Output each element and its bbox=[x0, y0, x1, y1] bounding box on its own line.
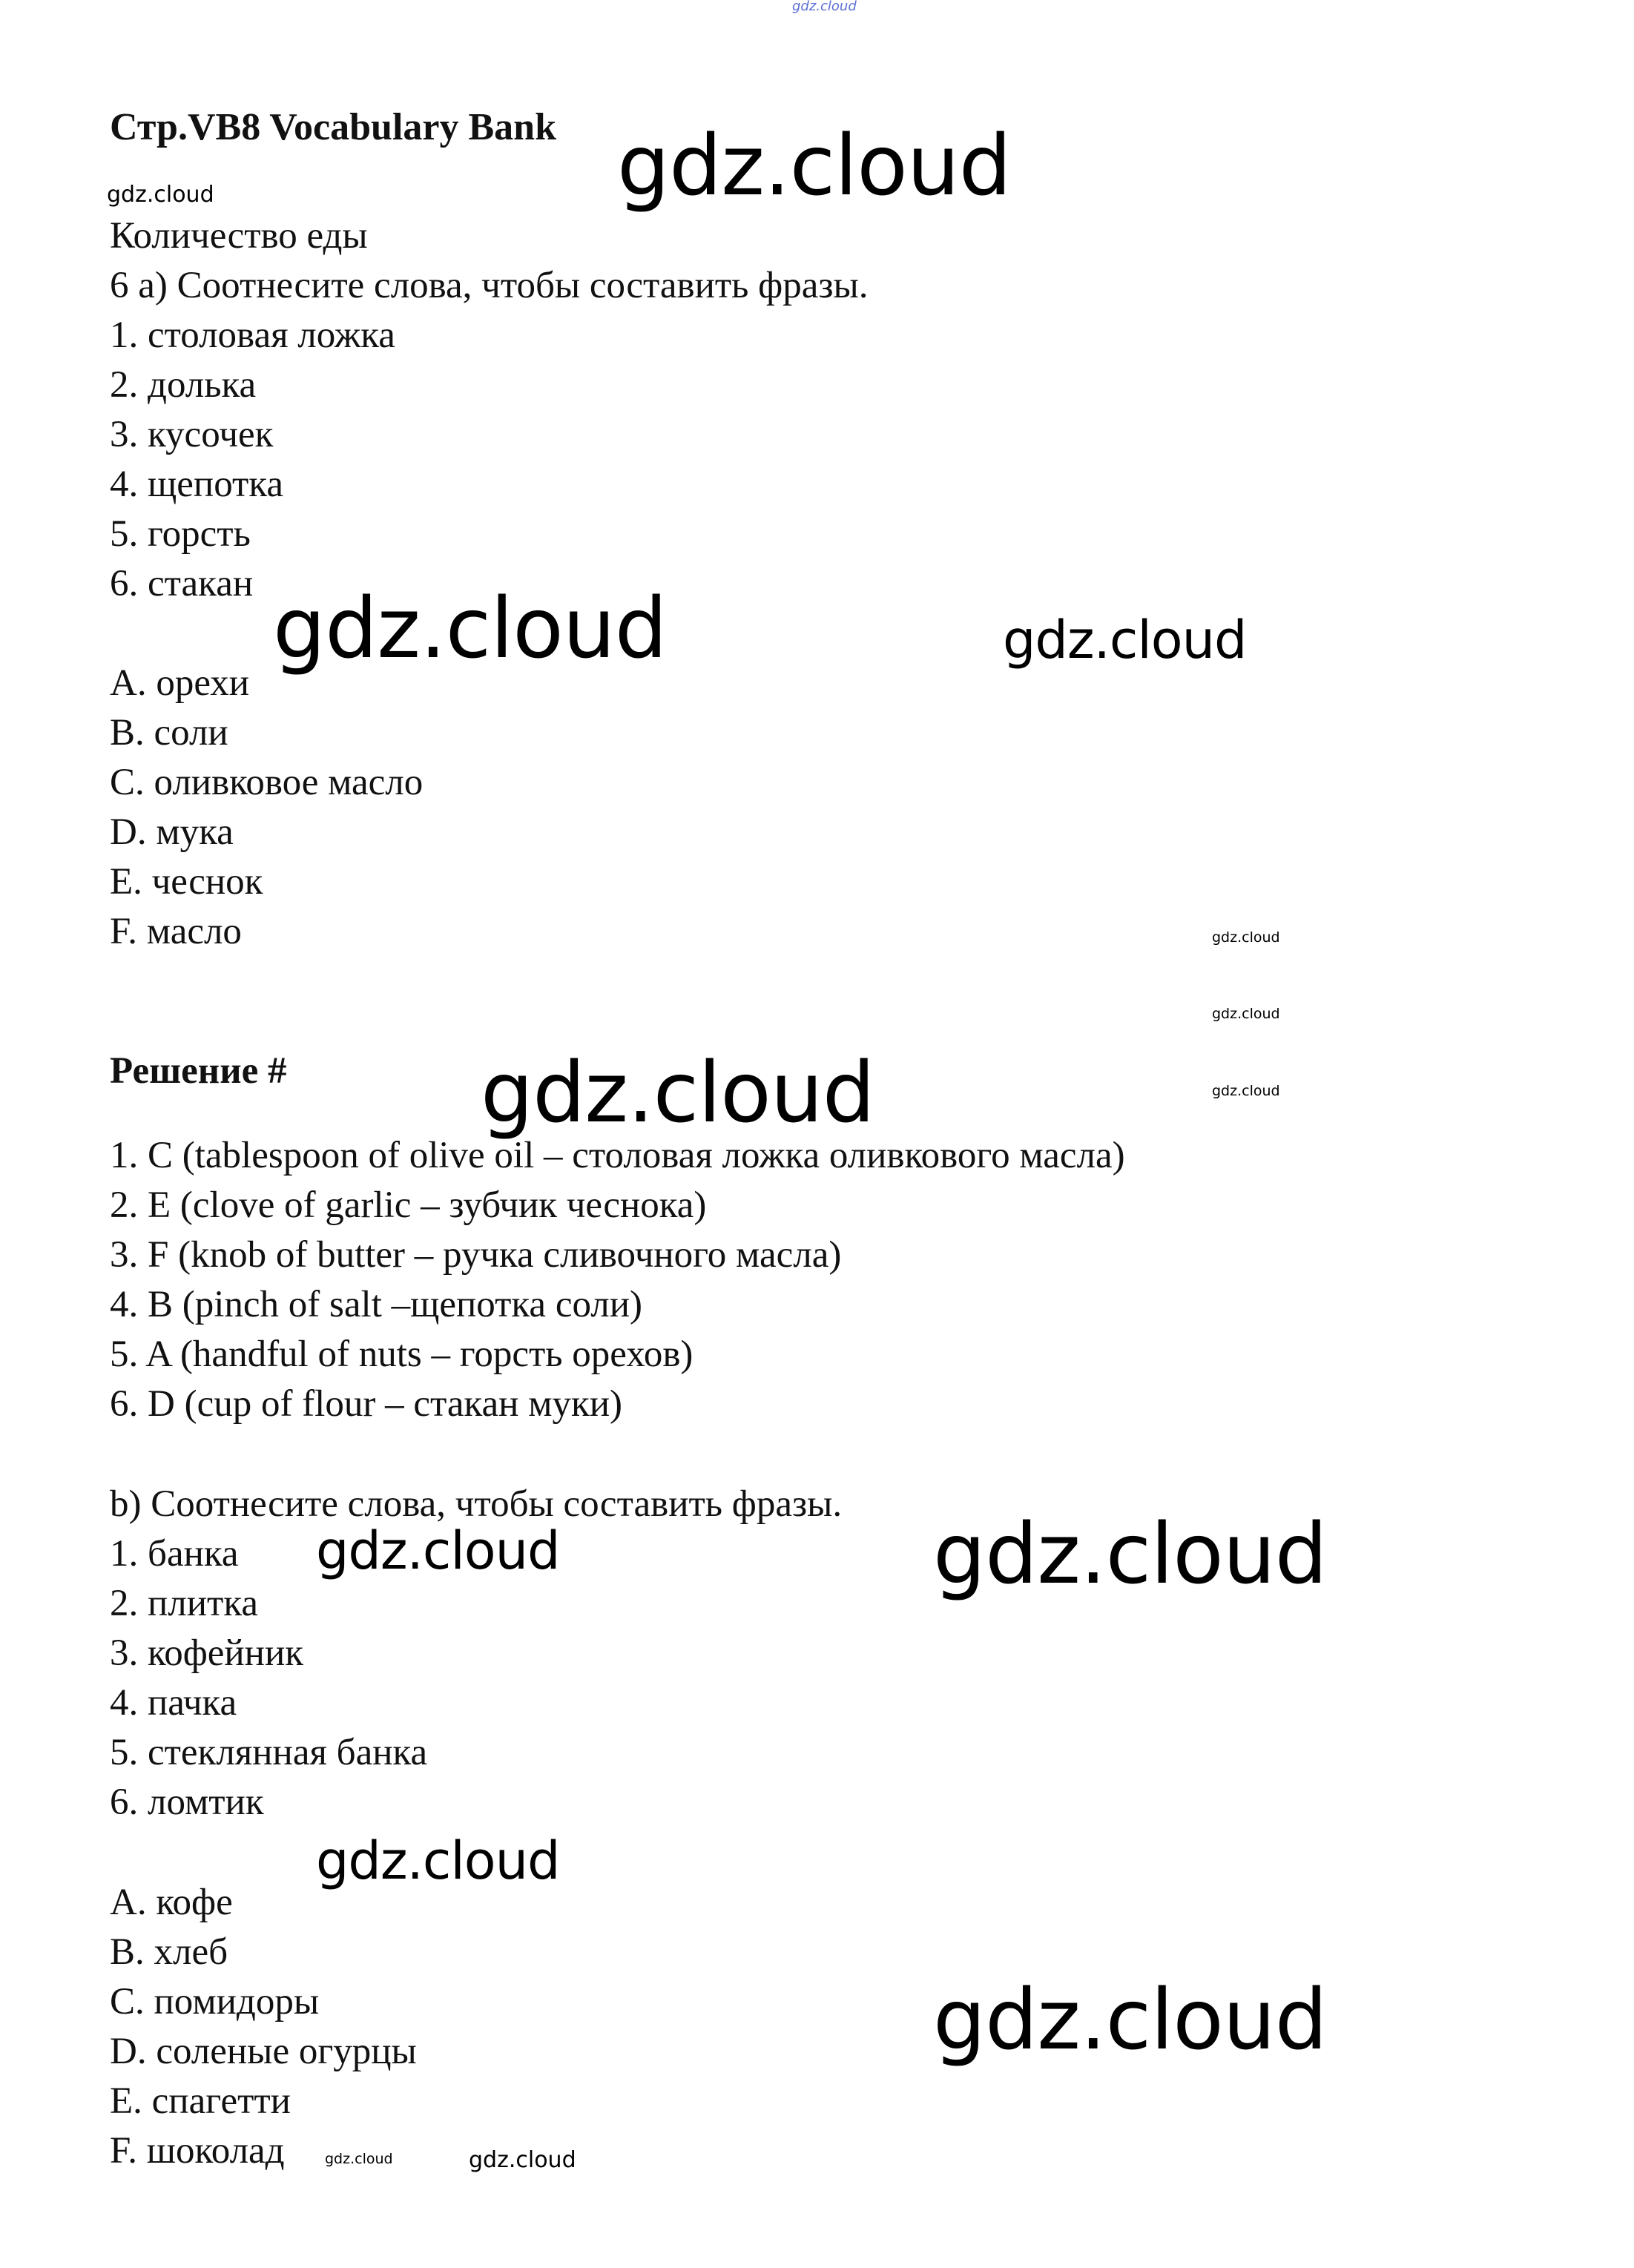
watermark: gdz.cloud bbox=[617, 118, 1011, 214]
watermark: gdz.cloud bbox=[316, 1830, 560, 1891]
watermark: gdz.cloud bbox=[1212, 929, 1280, 946]
section-subtitle: Количество еды bbox=[110, 215, 368, 257]
solution-answer: 3. F (knob of butter – ручка сливочного масла) bbox=[110, 1234, 842, 1276]
solution-answer: 5. A (handful of nuts – горсть орехов) bbox=[110, 1334, 694, 1375]
list-a-option: E. чеснок bbox=[110, 861, 263, 903]
list-a-option: D. мука bbox=[110, 811, 234, 853]
watermark: gdz.cloud bbox=[107, 182, 214, 208]
watermark: gdz.cloud bbox=[1003, 610, 1247, 670]
list-a-item: 1. столовая ложка bbox=[110, 314, 395, 356]
page-title: Стр.VB8 Vocabulary Bank bbox=[110, 106, 557, 148]
list-b-option: C. помидоры bbox=[110, 1981, 320, 2023]
task-b-instruction: b) Соотнесите слова, чтобы составить фразы. bbox=[110, 1483, 843, 1525]
watermark: gdz.cloud bbox=[316, 1520, 560, 1581]
list-b-option: D. соленые огурцы bbox=[110, 2031, 417, 2072]
watermark: gdz.cloud bbox=[273, 581, 667, 677]
list-a-item: 5. горсть bbox=[110, 513, 251, 555]
list-b-option: E. спагетти bbox=[110, 2080, 291, 2122]
watermark: gdz.cloud bbox=[1212, 1083, 1280, 1099]
list-a-option: F. масло bbox=[110, 911, 242, 952]
list-b-item: 4. пачка bbox=[110, 1682, 237, 1724]
watermark: gdz.cloud bbox=[933, 1506, 1327, 1603]
list-a-item: 6. стакан bbox=[110, 563, 254, 604]
list-b-option: A. кофе bbox=[110, 1882, 233, 1923]
list-a-item: 3. кусочек bbox=[110, 414, 274, 455]
watermark: gdz.cloud bbox=[469, 2147, 576, 2173]
list-a-option: C. оливковое масло bbox=[110, 762, 424, 803]
watermark: gdz.cloud bbox=[325, 2151, 393, 2167]
list-b-item: 2. плитка bbox=[110, 1583, 258, 1624]
list-b-item: 5. стеклянная банка bbox=[110, 1732, 428, 1773]
list-b-item: 6. ломтик bbox=[110, 1781, 264, 1823]
solution-answer: 6. D (cup of flour – стакан муки) bbox=[110, 1383, 623, 1425]
list-b-item: 1. банка bbox=[110, 1533, 239, 1575]
watermark: gdz.cloud bbox=[933, 1972, 1327, 2068]
list-b-item: 3. кофейник bbox=[110, 1632, 304, 1674]
list-a-item: 2. долька bbox=[110, 364, 257, 406]
list-b-option: F. шоколад bbox=[110, 2130, 285, 2172]
solution-answer: 2. E (clove of garlic – зубчик чеснока) bbox=[110, 1184, 707, 1226]
solution-heading: Решение # bbox=[110, 1050, 287, 1092]
solution-answer: 4. B (pinch of salt –щепотка соли) bbox=[110, 1284, 643, 1325]
watermark: gdz.cloud bbox=[1212, 1006, 1280, 1022]
list-a-item: 4. щепотка bbox=[110, 464, 283, 505]
list-b-option: B. хлеб bbox=[110, 1931, 228, 1973]
watermark: gdz.cloud bbox=[481, 1045, 874, 1141]
task-a-instruction: 6 a) Соотнесите слова, чтобы составить фразы. bbox=[110, 265, 869, 306]
list-a-option: B. соли bbox=[110, 712, 228, 754]
solution-answer: 1. C (tablespoon of olive oil – столовая ложка оливкового масла) bbox=[110, 1135, 1125, 1176]
list-a-option: A. орехи bbox=[110, 662, 250, 704]
watermark-top: gdz.cloud bbox=[792, 0, 857, 14]
